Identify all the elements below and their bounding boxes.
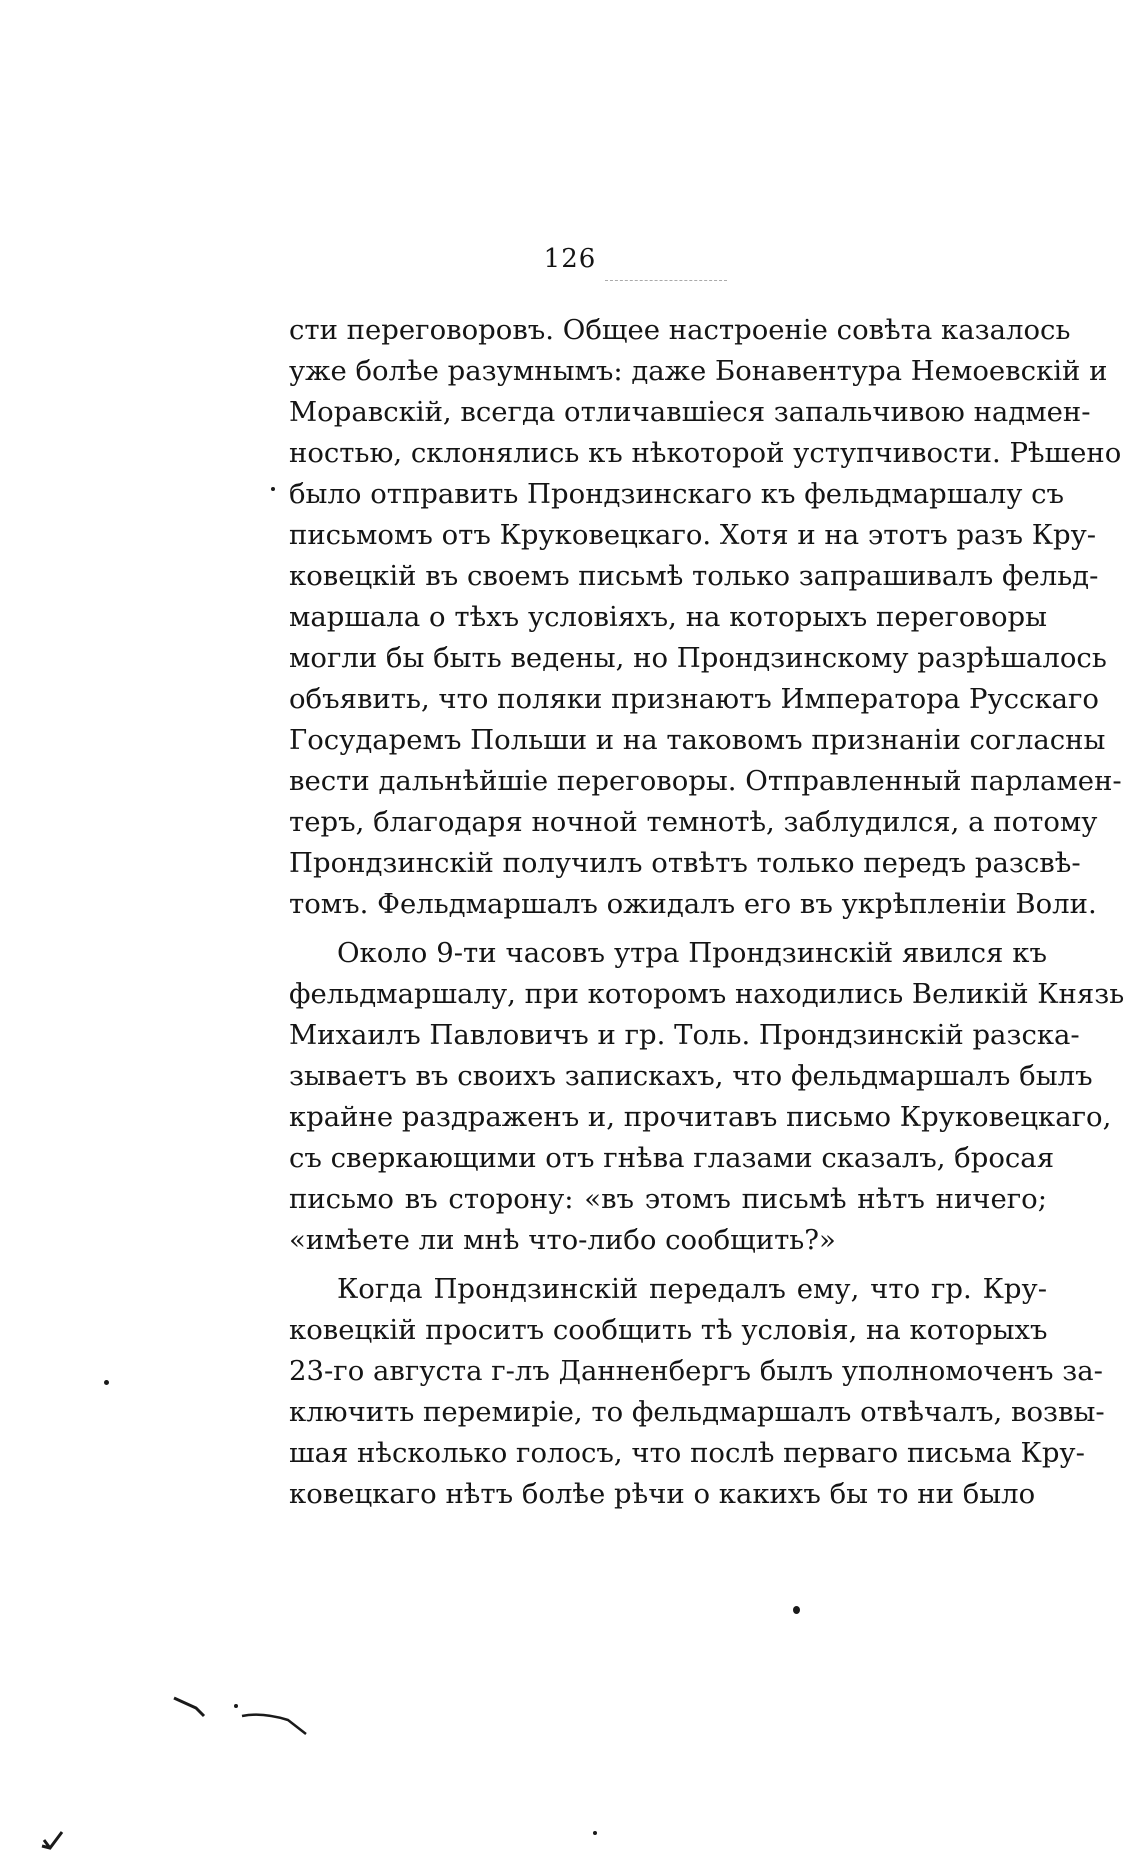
text-line: 23-го августа г-лъ Данненбергъ былъ уполномоченъ за-: [289, 1355, 1103, 1387]
text-line: было отправить Прондзинскаго къ фельдмаршалу съ: [289, 478, 1065, 510]
text-line: ковецкій въ своемъ письмѣ только запрашивалъ фельд-: [289, 560, 1099, 592]
text-line: ковецкаго нѣтъ болѣе рѣчи о какихъ бы то ни было: [289, 1478, 1036, 1510]
scan-speck: [271, 487, 275, 491]
text-line: томъ. Фельдмаршалъ ожидалъ его въ укрѣпленіи Воли.: [289, 888, 1097, 920]
text-line: Когда Прондзинскій передалъ ему, что гр. Кру-: [337, 1273, 1047, 1305]
body-text: [289, 310, 1125, 1515]
text-line: фельдмаршалу, при которомъ находились Великій Князь: [289, 978, 1125, 1010]
text-line: вести дальнѣйшіе переговоры. Отправленный парламен-: [289, 765, 1122, 797]
text-line: ковецкій проситъ сообщить тѣ условія, на которыхъ: [289, 1314, 1048, 1346]
text-line: ностью, склонялись къ нѣкоторой уступчивости. Рѣшено: [289, 437, 1122, 469]
text-line: письмомъ отъ Круковецкаго. Хотя и на этотъ разъ Кру-: [289, 519, 1097, 551]
text-line: маршала о тѣхъ условіяхъ, на которыхъ переговоры: [289, 601, 1047, 633]
page-number: 126: [543, 244, 597, 274]
paragraph: [289, 933, 1125, 1261]
text-line: съ сверкающими отъ гнѣва глазами сказалъ, бросая: [289, 1142, 1055, 1174]
scan-speck: [793, 1606, 800, 1614]
text-line: ключить перемиріе, то фельдмаршалъ отвѣчалъ, возвы-: [289, 1396, 1105, 1428]
text-line: Около 9-ти часовъ утра Прондзинскій явился къ: [337, 937, 1047, 969]
text-line: Прондзинскій получилъ отвѣтъ только передъ разсвѣ-: [289, 847, 1081, 879]
paragraph: [289, 1269, 1105, 1515]
text-line: Государемъ Польши и на таковомъ признаніи согласны: [289, 724, 1106, 756]
text-line: уже болѣе разумнымъ: даже Бонавентура Немоевскій и: [289, 355, 1108, 387]
text-line: шая нѣсколько голосъ, что послѣ перваго письма Кру-: [289, 1437, 1085, 1469]
text-line: зываетъ въ своихъ запискахъ, что фельдмаршалъ былъ: [289, 1060, 1093, 1092]
text-line: Михаилъ Павловичъ и гр. Толь. Прондзинскій разска-: [289, 1019, 1080, 1051]
text-line: Моравскій, всегда отличавшіеся запальчивою надмен-: [289, 396, 1091, 428]
text-line: теръ, благодаря ночной темнотѣ, заблудился, а потому: [289, 806, 1098, 838]
scan-corner-mark: [40, 1828, 66, 1850]
text-line: могли бы быть ведены, но Прондзинскому разрѣшалось: [289, 642, 1107, 674]
scan-stroke-mark: [170, 1690, 320, 1750]
text-line: объявить, что поляки признаютъ Императора Русскаго: [289, 683, 1099, 715]
text-line: письмо въ сторону: «въ этомъ письмѣ нѣтъ ничего;: [289, 1183, 1047, 1215]
paragraph-gap: [289, 925, 1047, 933]
paragraph-gap: [289, 1261, 1047, 1269]
scan-speck: [593, 1831, 597, 1835]
paragraph: [289, 310, 1122, 925]
scan-speck: [104, 1380, 109, 1385]
text-line: крайне раздраженъ и, прочитавъ письмо Круковецкаго,: [289, 1101, 1112, 1133]
text-line: «имѣете ли мнѣ что-либо сообщить?»: [289, 1224, 836, 1256]
page-number-rule: [605, 280, 727, 281]
text-line: сти переговоровъ. Общее настроеніе совѣта казалось: [289, 314, 1071, 346]
